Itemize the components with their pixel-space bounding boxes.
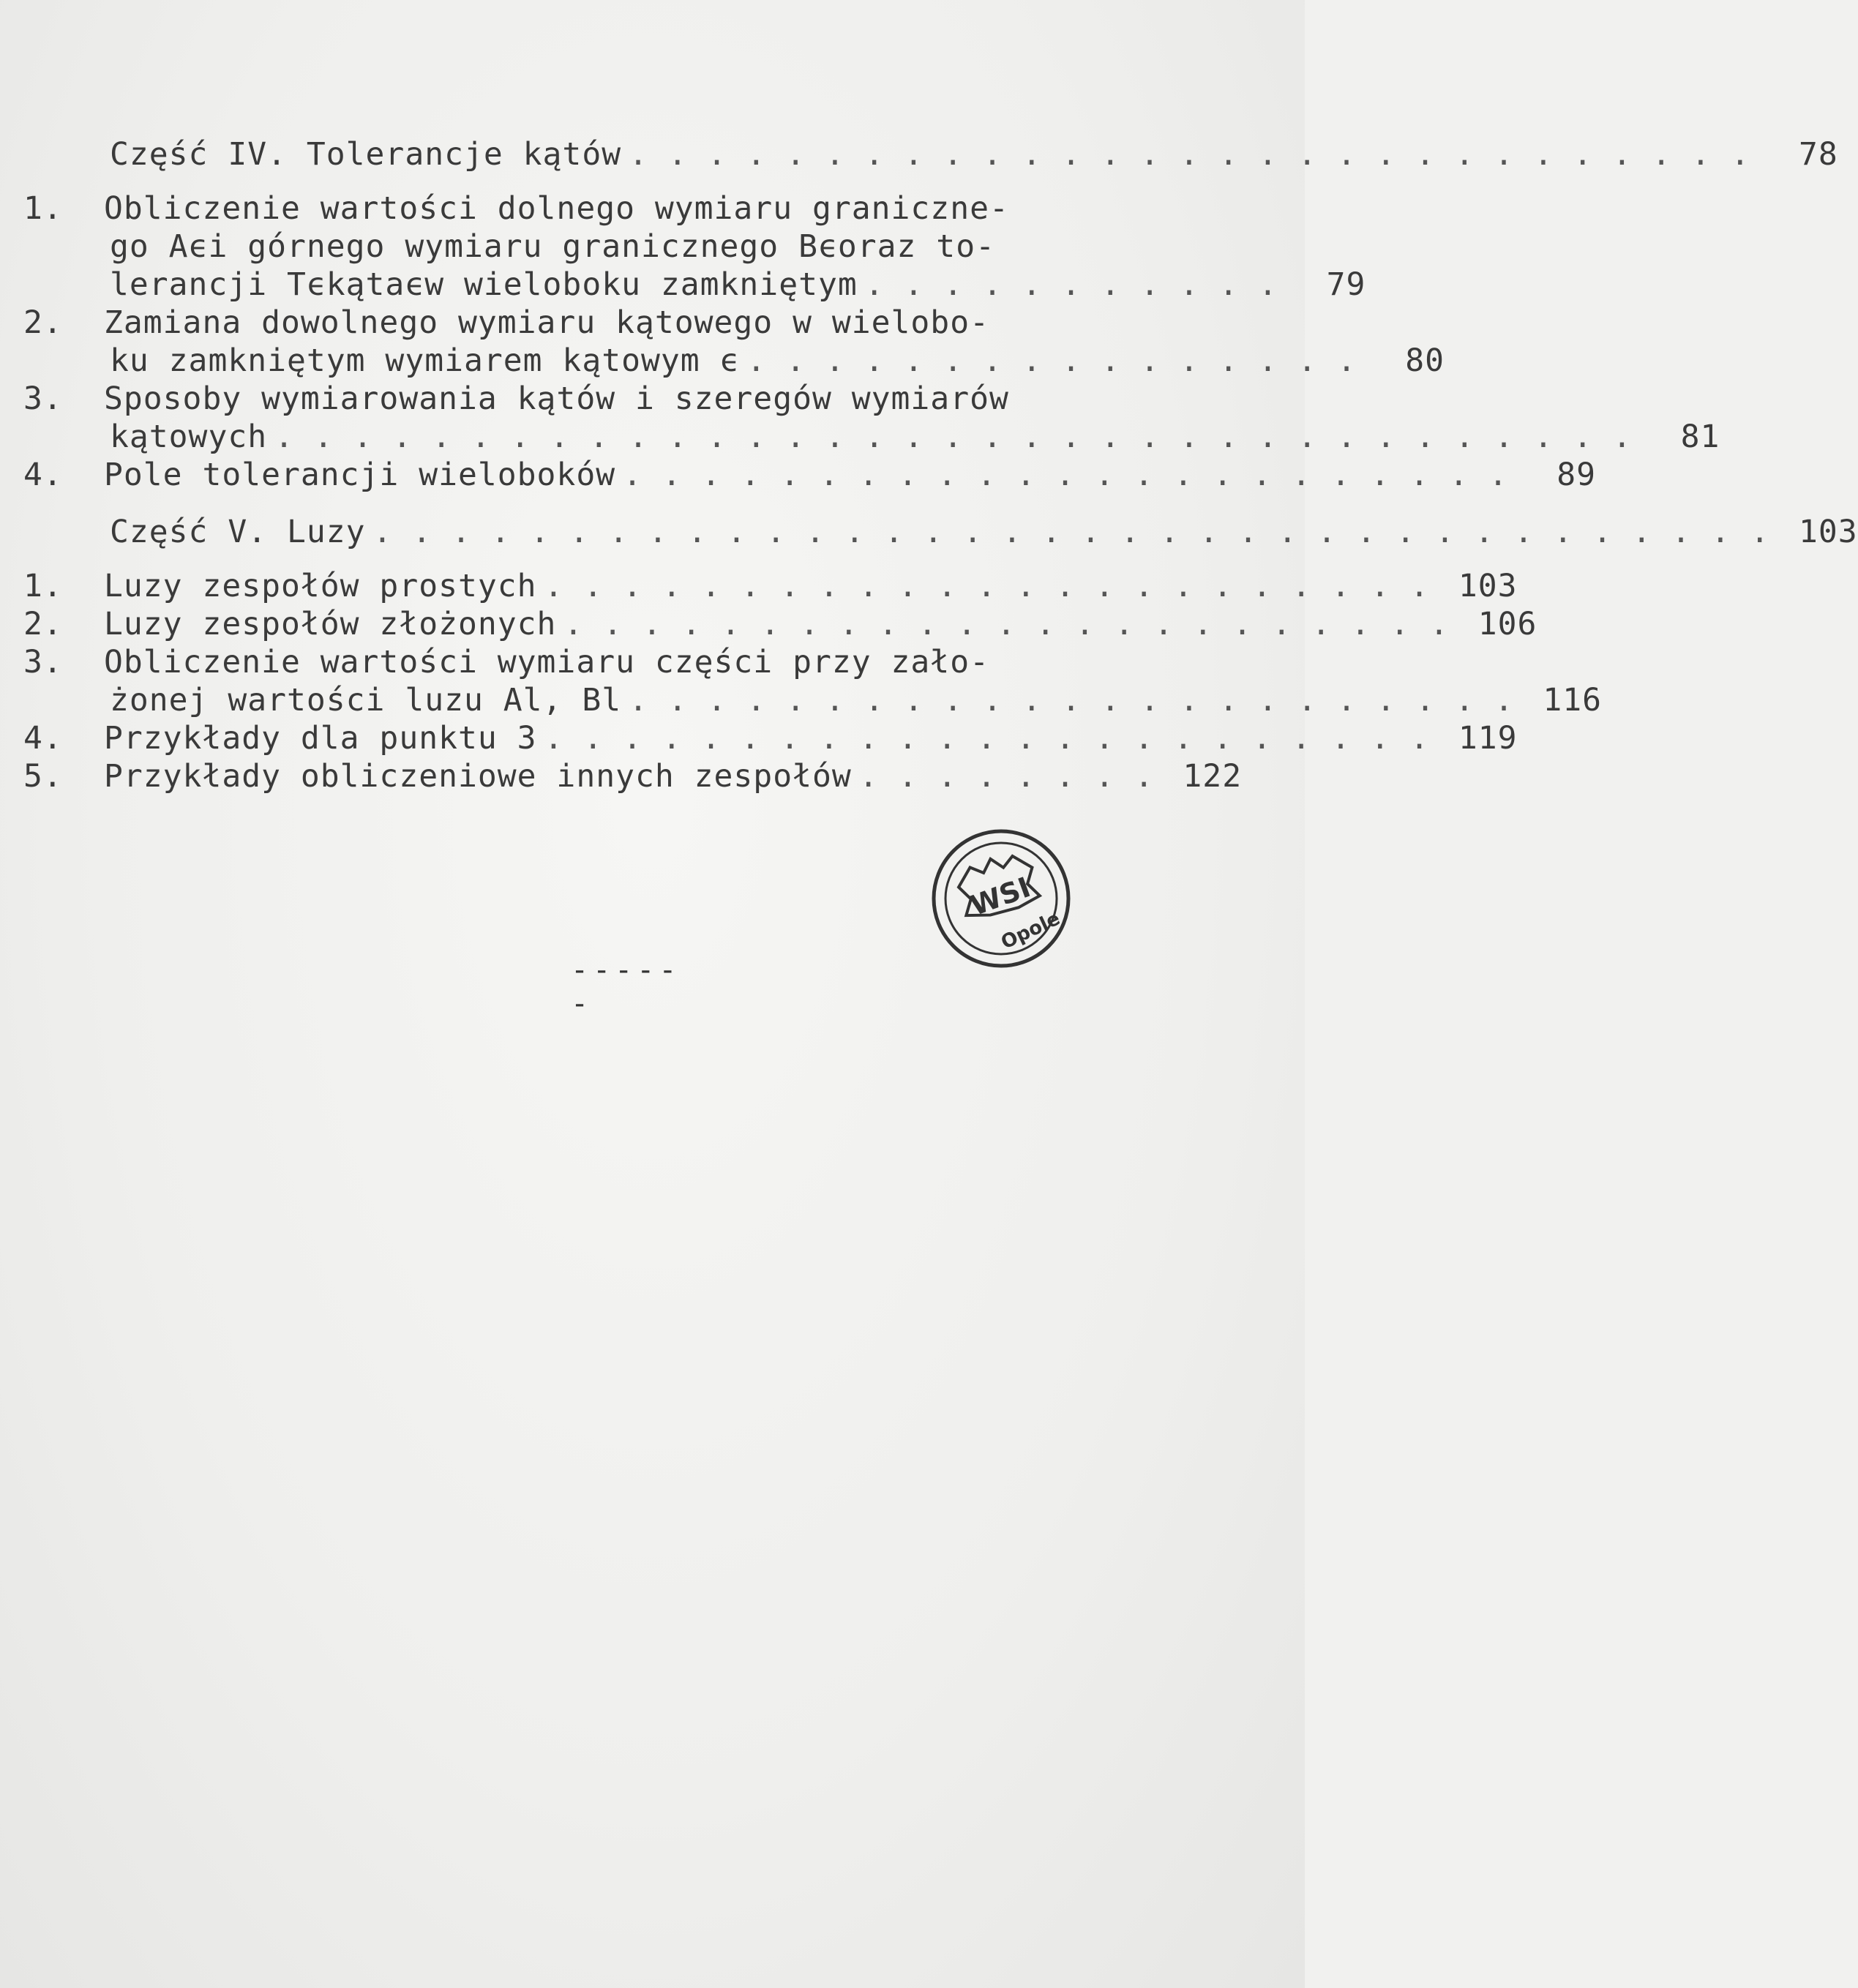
toc-item-text: go Aϵi górnego wymiaru granicznego Bϵoraz to- [110,228,995,265]
toc-page-number: 81 [1680,419,1720,455]
toc-dot-leader: . . . . . . . . . . . . . . . . . . . . . . . [629,682,1515,719]
toc-item-number: 4. [23,457,63,493]
library-stamp-icon [928,825,1074,972]
svg-text:Opole: Opole [997,907,1064,954]
toc-page-number: 78 [1798,136,1838,173]
toc-item-text: Przykłady obliczeniowe innych zespołów [104,758,852,795]
toc-item-number: 4. [23,720,63,757]
toc-item-text: Obliczenie wartości dolnego wymiaru graniczne- [104,190,1009,227]
toc-item-number: 1. [23,190,63,227]
toc-dot-leader: . . . . . . . . . . . [864,266,1278,303]
toc-item [23,643,1185,681]
toc-item-text: Sposoby wymiarowania kątów i szeregów wymiarów [104,380,1009,417]
toc-item-number: 3. [23,380,63,417]
toc-dot-leader: . . . . . . . . . . . . . . . . . . . . . . . [563,606,1450,642]
toc-item-text: Luzy zespołów prostych [104,568,537,604]
toc-page-number: 89 [1557,457,1597,493]
toc-item [23,304,1185,342]
toc-item-number: 3. [23,644,63,680]
toc-page-number: 106 [1477,606,1537,642]
toc-dot-leader: . . . . . . . . . . . . . . . . . . . . . . . . . . . . . . . . . . . [274,419,1633,455]
toc-item-text: Obliczenie wartości wymiaru części przy zało- [104,644,989,680]
toc-item-text: Zamiana dowolnego wymiaru kątowego w wielobo- [104,304,989,341]
toc-item-continuation [110,266,1366,304]
toc-dot-leader: . . . . . . . . . . . . . . . . . . . . . . . . . . . . . . . . . . . . [372,514,1770,550]
toc-dot-leader: . . . . . . . . . . . . . . . . . . . . . . . [623,457,1509,493]
toc-item [23,380,1185,418]
toc-item [23,190,1185,228]
toc-item [23,605,1537,643]
toc-item [23,567,1518,605]
toc-item-text: lerancji Tϵkątaϵw wieloboku zamkniętym [110,266,858,303]
toc-dot-leader: . . . . . . . . . . . . . . . . [746,342,1357,379]
toc-item-number: 1. [23,568,63,604]
toc-item-text: Pole tolerancji wieloboków [104,457,616,493]
svg-text:WSI: WSI [966,871,1035,923]
table-of-contents [23,135,1858,795]
toc-item-text: kątowych [110,419,268,455]
toc-part-title: Część IV. Tolerancje kątów [110,136,622,173]
toc-item-text: Luzy zespołów złożonych [104,606,557,642]
toc-item [23,456,1597,494]
toc-item-text: Przykłady dla punktu 3 [104,720,537,757]
toc-page-number: 122 [1183,758,1243,795]
toc-item-number: 2. [23,304,63,341]
toc-item-continuation [110,418,1720,456]
toc-page-number: 79 [1326,266,1366,303]
toc-item-number: 2. [23,606,63,642]
toc-item-continuation [110,342,1445,380]
toc-part-title: Część V. Luzy [110,514,366,550]
toc-page-number: 80 [1405,342,1445,379]
toc-page-number: 116 [1543,682,1603,719]
toc-item [23,757,1243,795]
toc-dot-leader: . . . . . . . . . . . . . . . . . . . . . . . [544,568,1430,604]
toc-page-number: 119 [1458,720,1518,757]
toc-item-continuation [110,228,1185,266]
separator-line: ------ [571,953,681,1021]
toc-dot-leader: . . . . . . . . [858,758,1155,795]
toc-dot-leader: . . . . . . . . . . . . . . . . . . . . . . . . . . . . . [629,136,1750,173]
toc-item-continuation [110,681,1603,719]
toc-item-text: ku zamkniętym wymiarem kątowym ϵ [110,342,740,379]
toc-part-5 [110,513,1858,551]
toc-part-4 [110,135,1838,173]
toc-item-text: żonej wartości luzu Al, Bl [110,682,622,719]
toc-page-number: 103 [1798,514,1858,550]
toc-dot-leader: . . . . . . . . . . . . . . . . . . . . . . . [544,720,1430,757]
toc-item-number: 5. [23,758,63,795]
toc-item [23,719,1518,757]
toc-page-number: 103 [1458,568,1518,604]
